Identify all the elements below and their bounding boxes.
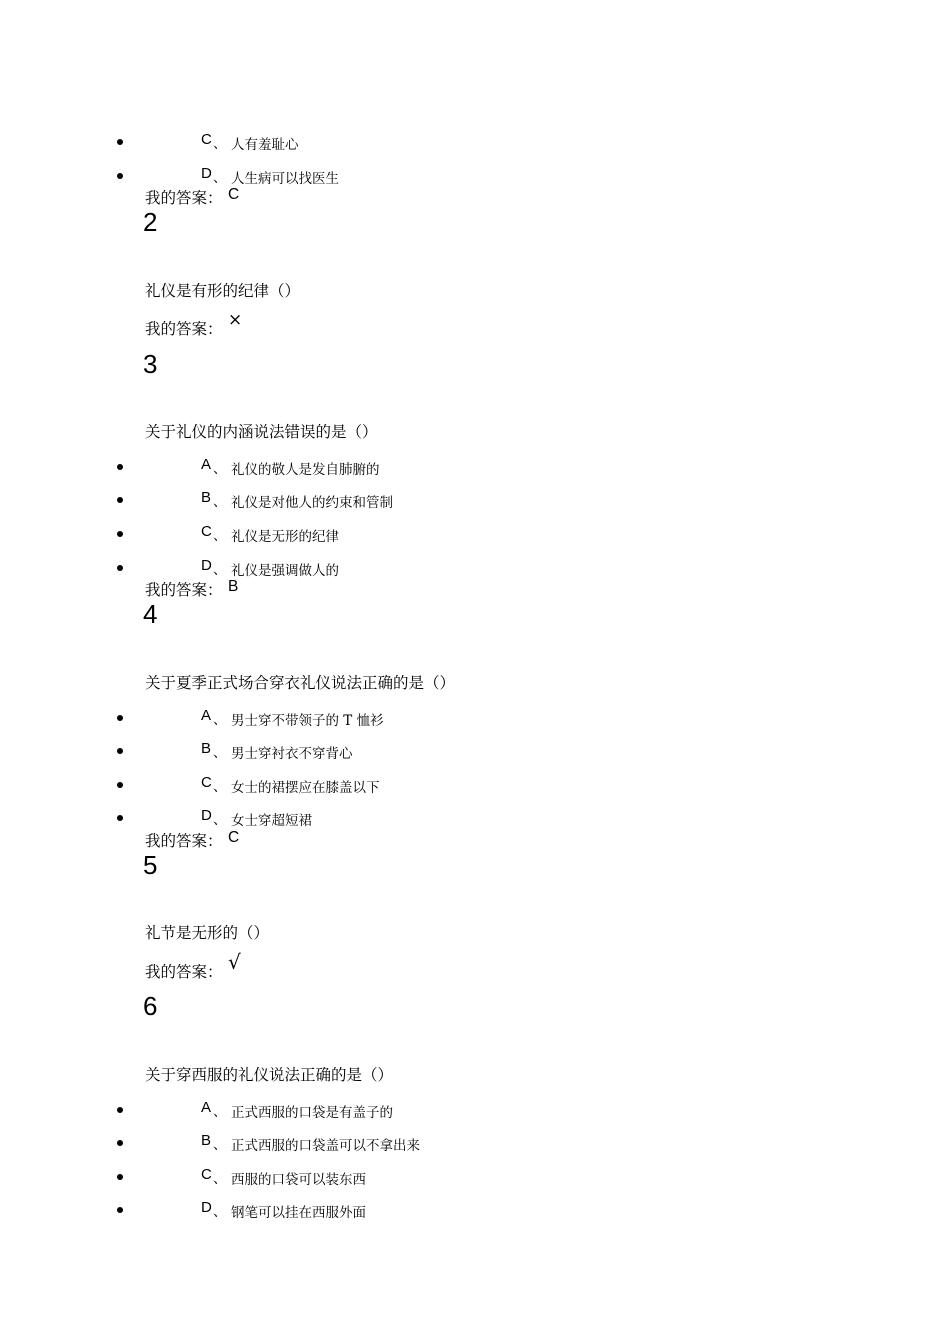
bullet — [117, 464, 123, 470]
question-text: 关于夏季正式场合穿衣礼仪说法正确的是（） — [145, 674, 456, 692]
option-separator: 、 — [213, 1171, 227, 1187]
bullet — [117, 815, 123, 821]
option-text: 女士的裙摆应在膝盖以下 — [231, 780, 380, 796]
option-letter: A — [201, 1099, 212, 1116]
answer-label: 我的答案： — [145, 581, 223, 599]
bullet — [117, 497, 123, 503]
question-text: 礼仪是有形的纪律（） — [145, 282, 301, 300]
option-text: 男士穿不带领子的 T 恤衫 — [231, 713, 384, 729]
question-text: 关于礼仪的内涵说法错误的是（） — [145, 423, 378, 441]
answer-value: C — [228, 829, 240, 846]
option-letter: B — [201, 740, 212, 757]
bullet — [117, 1107, 123, 1113]
option-separator: 、 — [213, 494, 227, 510]
bullet — [117, 1140, 123, 1146]
option-letter: C — [201, 774, 212, 791]
option-separator: 、 — [213, 1137, 227, 1153]
option-letter: C — [201, 131, 212, 148]
question-number: 2 — [143, 207, 158, 237]
bullet — [117, 1207, 123, 1213]
bullet — [117, 531, 123, 537]
answer-check-mark: √ — [228, 950, 241, 974]
option-separator: 、 — [213, 461, 227, 477]
option-separator: 、 — [213, 745, 227, 761]
question-number: 3 — [143, 349, 158, 379]
option-text: 人有羞耻心 — [231, 137, 299, 153]
option-letter: C — [201, 1166, 212, 1183]
question-number: 4 — [143, 599, 158, 629]
option-separator: 、 — [213, 1204, 227, 1220]
bullet — [117, 565, 123, 571]
option-letter: D — [201, 557, 212, 574]
answer-value: B — [228, 578, 239, 595]
option-text: 钢笔可以挂在西服外面 — [231, 1205, 366, 1221]
option-separator: 、 — [213, 779, 227, 795]
answer-label: 我的答案： — [145, 320, 223, 338]
option-separator: 、 — [213, 1104, 227, 1120]
answer-value: C — [228, 186, 240, 203]
answer-label: 我的答案： — [145, 963, 223, 981]
option-text: 西服的口袋可以装东西 — [231, 1172, 366, 1188]
option-text: 礼仪是强调做人的 — [231, 563, 339, 579]
option-separator: 、 — [213, 136, 227, 152]
answer-label: 我的答案： — [145, 189, 223, 207]
question-text: 礼节是无形的（） — [145, 924, 270, 942]
option-separator: 、 — [213, 712, 227, 728]
bullet — [117, 782, 123, 788]
bullet — [117, 748, 123, 754]
option-separator: 、 — [213, 562, 227, 578]
option-text: 礼仪是对他人的约束和管制 — [231, 495, 393, 511]
option-text: 男士穿衬衣不穿背心 — [231, 746, 353, 762]
bullet — [117, 173, 123, 179]
option-letter: D — [201, 165, 212, 182]
option-text: 礼仪的敬人是发自肺腑的 — [231, 462, 380, 478]
option-separator: 、 — [213, 812, 227, 828]
option-letter: D — [201, 1199, 212, 1216]
option-letter: A — [201, 707, 212, 724]
option-text: 女士穿超短裙 — [231, 813, 312, 829]
option-letter: D — [201, 807, 212, 824]
bullet — [117, 715, 123, 721]
bullet — [117, 139, 123, 145]
question-number: 6 — [143, 991, 158, 1021]
option-text: 礼仪是无形的纪律 — [231, 529, 339, 545]
option-letter: B — [201, 1132, 212, 1149]
bullet — [117, 1174, 123, 1180]
option-letter: A — [201, 456, 212, 473]
option-text: 正式西服的口袋是有盖子的 — [231, 1105, 393, 1121]
question-text: 关于穿西服的礼仪说法正确的是（） — [145, 1066, 394, 1084]
option-separator: 、 — [213, 170, 227, 186]
option-letter: C — [201, 523, 212, 540]
option-text: 正式西服的口袋盖可以不拿出来 — [231, 1138, 420, 1154]
answer-cross-mark: × — [228, 310, 243, 330]
option-text: 人生病可以找医生 — [231, 171, 339, 187]
question-number: 5 — [143, 850, 158, 880]
answer-label: 我的答案： — [145, 832, 223, 850]
option-separator: 、 — [213, 528, 227, 544]
option-letter: B — [201, 489, 212, 506]
